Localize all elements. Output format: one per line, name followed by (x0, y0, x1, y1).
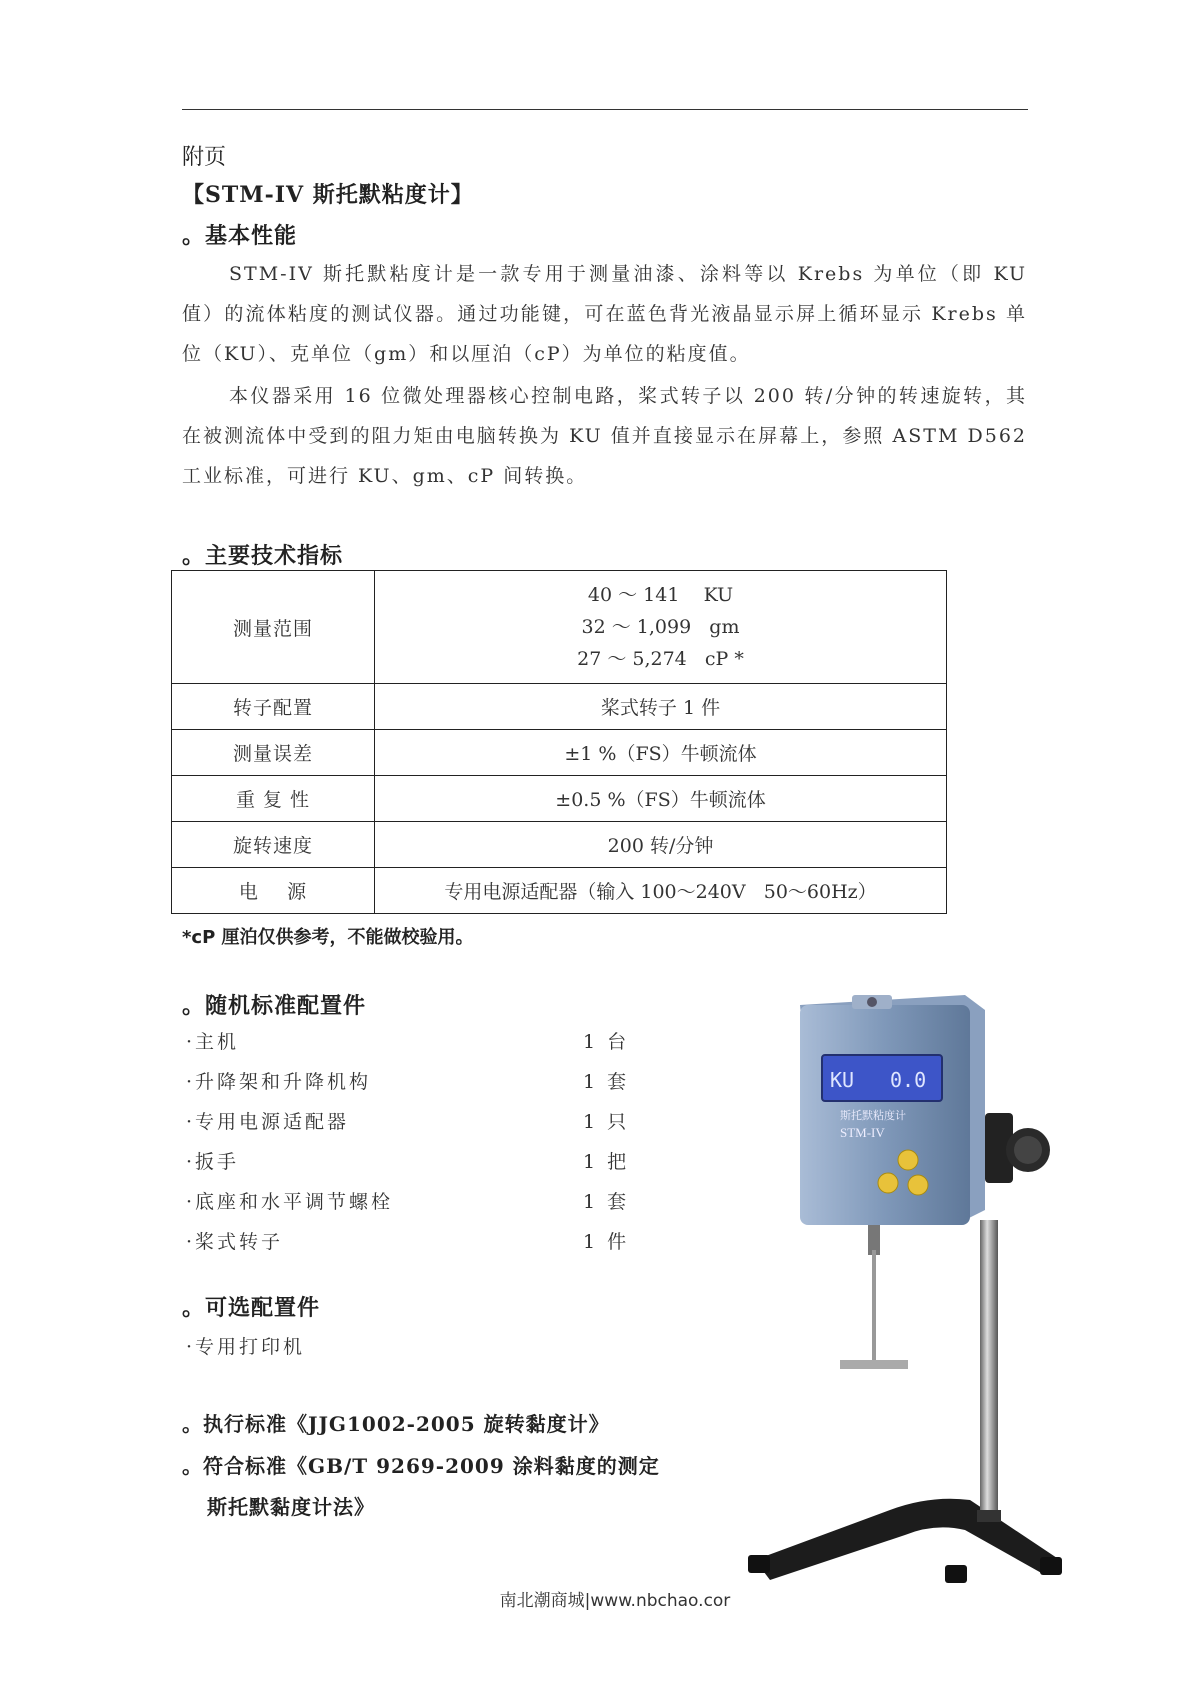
spec-label: 测量范围 (172, 571, 375, 684)
optional-item: ·专用打印机 (186, 1336, 306, 1358)
range-cp: 27 ～ 5,274 cP * (577, 648, 744, 670)
spec-value: ±0.5 %（FS）牛顿流体 (375, 776, 947, 822)
accessory-name: ·底座和水平调节螺栓 (186, 1191, 394, 1213)
accessory-qty: 1 件 (583, 1231, 630, 1253)
paddle-shaft (872, 1250, 876, 1360)
accessory-name: ·升降架和升降机构 (186, 1071, 372, 1093)
specs-heading: 。主要技术指标 (182, 543, 344, 569)
optional-accessories-heading: 。可选配置件 (182, 1295, 321, 1321)
spec-value: 桨式转子 1 件 (375, 684, 947, 730)
paddle-rotor (840, 1360, 908, 1369)
accessory-name: ·专用电源适配器 (186, 1111, 350, 1133)
header-rule (182, 109, 1028, 110)
spec-label: 转子配置 (172, 684, 375, 730)
spec-label: 旋转速度 (172, 822, 375, 868)
accessory-qty: 1 套 (583, 1071, 630, 1093)
conformance-standard: 。符合标准《GB/T 9269-2009 涂料黏度的测定 (182, 1454, 660, 1478)
function-button (908, 1175, 928, 1195)
accessory-qty: 1 只 (583, 1111, 630, 1133)
viscometer-image (740, 995, 1090, 1585)
header-label: 附页 (182, 145, 227, 170)
basic-paragraph-1: STM-IV 斯托默粘度计是一款专用于测量油漆、涂料等以 Krebs 为单位（即 KU 值）的流体粘度的测试仪器。通过功能键，可在蓝色背光液晶显示屏上循环显示 Krebs 单位（KU）、克单位（gm）和以厘泊（cP）为单位的粘度值。 (182, 263, 1027, 365)
table-row (172, 571, 947, 684)
panel-model: STM-IV (840, 1125, 885, 1140)
accessory-qty: 1 把 (583, 1151, 630, 1173)
footer-text: 南北潮商城|www.nbchao.cor (499, 1591, 731, 1611)
spec-value: ±1 %（FS）牛顿流体 (375, 730, 947, 776)
basic-heading: 。基本性能 (182, 223, 298, 249)
range-gm: 32 ～ 1,099 gm (581, 616, 740, 638)
lcd-value: 0.0 (890, 1068, 927, 1092)
stand-base (755, 1499, 1060, 1580)
range-ku: 40 ～ 141 KU (587, 584, 734, 606)
leveling-foot (748, 1555, 770, 1573)
spec-value: 专用电源适配器（输入 100～240V 50～60Hz） (375, 868, 947, 914)
standard-accessories-heading: 。随机标准配置件 (182, 993, 367, 1019)
table-row (172, 868, 947, 914)
spec-label: 测量误差 (172, 730, 375, 776)
spec-value: 200 转/分钟 (375, 822, 947, 868)
basic-paragraph-2: 本仪器采用 16 位微处理器核心控制电路，桨式转子以 200 转/分钟的转速旋转，其在被测流体中受到的阻力矩由电脑转换为 KU 值并直接显示在屏幕上，参照 ASTM D562 工业标准，可进行 KU、gm、cP 间转换。 (182, 385, 1027, 487)
table-row (172, 684, 947, 730)
panel-name: 斯托默粘度计 (840, 1110, 906, 1122)
specs-note: *cP 厘泊仅供参考，不能做校验用。 (182, 927, 474, 948)
leveling-foot (945, 1565, 967, 1583)
spec-value (375, 571, 947, 684)
conformance-standard-cont: 斯托默黏度计法》 (207, 1495, 375, 1519)
table-row (172, 776, 947, 822)
spec-label: 重 复 性 (172, 776, 375, 822)
product-title: 【STM-IV 斯托默粘度计】 (182, 182, 474, 208)
lcd-unit: KU (830, 1068, 855, 1092)
stand-pole (980, 1220, 998, 1520)
execution-standard: 。执行标准《JJG1002-2005 旋转黏度计》 (182, 1412, 610, 1436)
specs-table (171, 570, 947, 914)
table-row (172, 730, 947, 776)
accessory-qty: 1 套 (583, 1191, 630, 1213)
accessory-name: ·桨式转子 (186, 1231, 284, 1253)
accessory-qty: 1 台 (583, 1031, 630, 1053)
leveling-foot (1040, 1557, 1062, 1575)
footer (0, 1586, 1200, 1611)
accessory-name: ·主机 (186, 1031, 240, 1053)
spec-label: 电 源 (172, 868, 375, 914)
table-row (172, 822, 947, 868)
function-button (898, 1150, 918, 1170)
function-button (878, 1173, 898, 1193)
accessory-name: ·扳手 (186, 1151, 240, 1173)
